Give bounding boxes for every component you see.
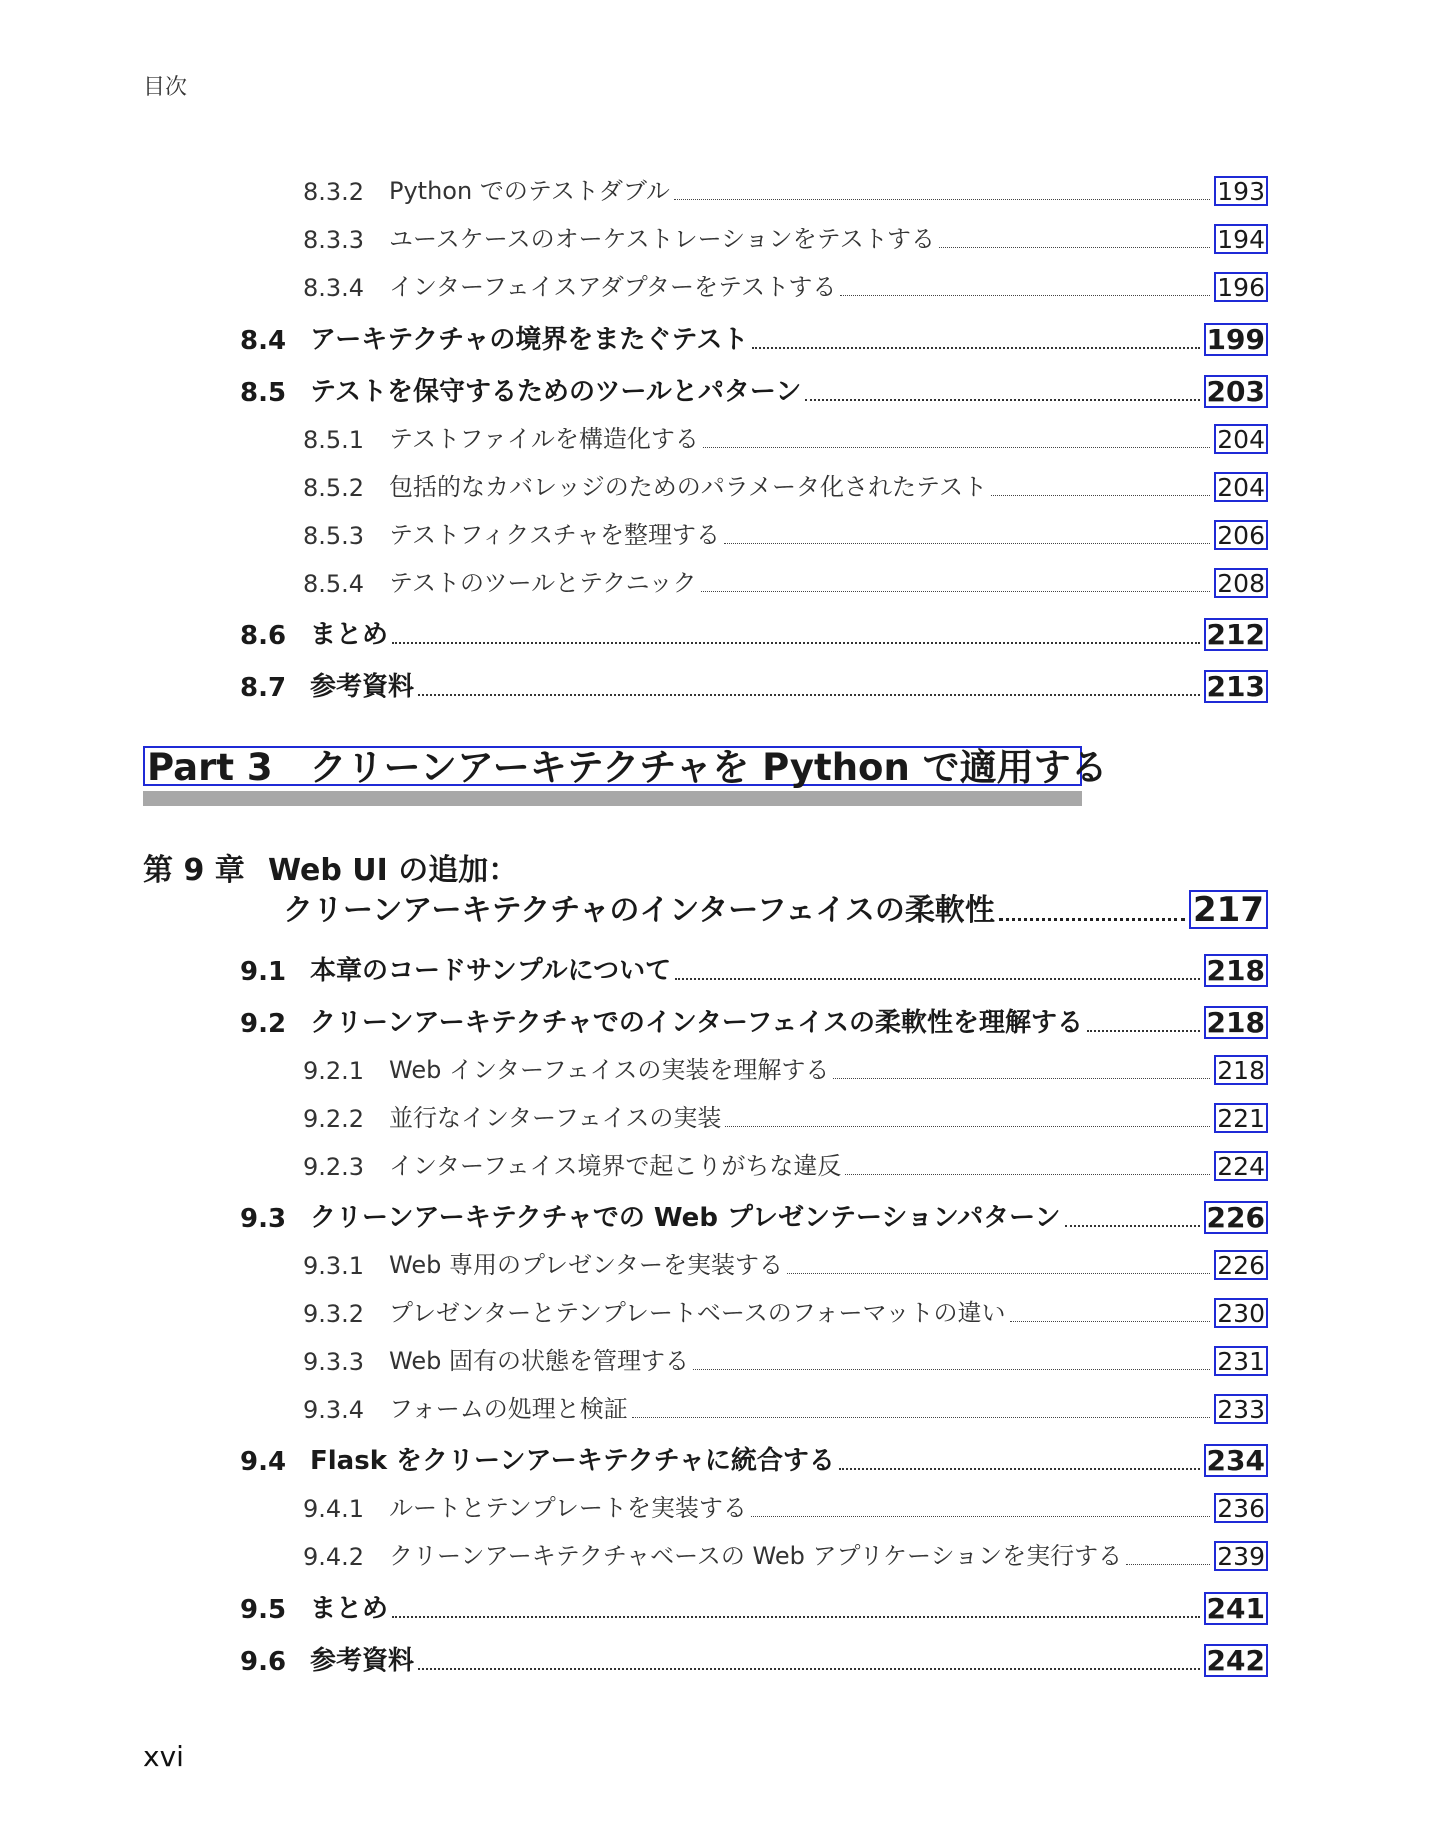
toc-entry-title: インターフェイスアダプターをテストする [389,273,837,301]
toc-entry-number: 9.1 [240,957,287,987]
toc-entry [303,1050,1268,1085]
toc-entry-title: 本章のコードサンプルについて [310,956,672,986]
page-link[interactable]: 193 [1214,176,1268,206]
toc-entry [303,1098,1268,1133]
toc-entry-number: 9.3.2 [303,1300,365,1328]
toc-entry [303,1488,1268,1523]
dot-leader [392,1616,1200,1618]
part-title: Part 3 クリーンアーキテクチャを Python で適用する [147,746,1108,789]
page-link[interactable]: 226 [1214,1250,1268,1280]
toc-entry [303,467,1268,502]
dot-leader [1126,1564,1210,1565]
toc-entry-number: 8.4 [240,326,287,356]
page-link[interactable]: 236 [1214,1493,1268,1523]
page-link[interactable]: 234 [1204,1444,1268,1477]
page-link[interactable]: 208 [1214,568,1268,598]
chapter-heading [143,845,518,889]
dot-leader [752,347,1199,349]
page-link[interactable]: 196 [1214,272,1268,302]
page-link[interactable]: 199 [1204,323,1268,356]
toc-entry-title: インターフェイス境界で起こりがちな違反 [389,1152,842,1180]
toc-entry-number: 8.5.2 [303,474,365,502]
dot-leader [845,1174,1210,1175]
dot-leader [833,1078,1210,1079]
page-link[interactable]: 241 [1204,1592,1268,1625]
page-link[interactable]: 242 [1204,1644,1268,1677]
dot-leader [751,1516,1210,1517]
toc-entry-number: 9.3.4 [303,1396,365,1424]
toc-entry-title: アーキテクチャの境界をまたぐテスト [310,325,749,355]
toc-entry-number: 9.2.1 [303,1057,365,1085]
toc-entry [303,1389,1268,1424]
toc-entry-title: テストフィクスチャを整理する [389,521,720,549]
toc-entry [240,1197,1268,1234]
dot-leader [1087,1030,1200,1032]
dot-leader [674,199,1210,200]
page-link[interactable]: 204 [1214,472,1268,502]
dot-leader [703,447,1210,448]
page-link[interactable]: 224 [1214,1151,1268,1181]
toc-entry [303,171,1268,206]
toc-entry-number: 8.5.1 [303,426,365,454]
toc-entry-title: Flask をクリーンアーキテクチャに統合する [310,1446,835,1476]
page-link[interactable]: 239 [1214,1541,1268,1571]
page-link[interactable]: 218 [1204,1006,1268,1039]
chapter-number: 第 9 章 [143,853,245,888]
toc-entry-title: クリーンアーキテクチャベースの Web アプリケーションを実行する [389,1542,1123,1570]
running-header: 目次 [143,75,188,100]
page-link[interactable]: 218 [1204,954,1268,987]
toc-entry [303,267,1268,302]
toc-entry-title: 並行なインターフェイスの実装 [389,1104,722,1132]
page-link[interactable]: 213 [1204,670,1268,703]
page-link[interactable]: 206 [1214,520,1268,550]
toc-entry-title: フォームの処理と検証 [389,1395,628,1423]
toc-entry [240,666,1268,703]
dot-leader [724,543,1210,544]
toc-entry-title: テストを保守するためのツールとパターン [310,377,802,407]
dot-leader [725,1126,1210,1127]
dot-leader [991,495,1210,496]
toc-entry [303,1245,1268,1280]
toc-entry-number: 8.3.2 [303,178,365,206]
toc-entry-number: 9.3.1 [303,1252,365,1280]
dot-leader [418,1668,1200,1670]
chapter-title-row [283,885,1268,929]
dot-leader [1065,1225,1200,1227]
part-underline-bar [143,791,1082,806]
dot-leader [805,399,1199,401]
dot-leader [999,918,1185,921]
page-link[interactable]: 231 [1214,1346,1268,1376]
chapter-title-line2: クリーンアーキテクチャのインターフェイスの柔軟性 [283,893,995,928]
toc-entry-number: 9.2 [240,1009,287,1039]
page-link[interactable]: 221 [1214,1103,1268,1133]
toc-entry-number: 9.4 [240,1447,287,1477]
dot-leader [939,247,1210,248]
toc-entry-number: 8.6 [240,621,287,651]
toc-entry-number: 9.4.2 [303,1543,365,1571]
dot-leader [701,591,1210,592]
dot-leader [839,1468,1200,1470]
toc-entry-number: 9.3.3 [303,1348,365,1376]
toc-entry [240,950,1268,987]
toc-entry-title: 包括的なカバレッジのためのパラメータ化されたテスト [389,473,988,501]
dot-leader [632,1417,1210,1418]
dot-leader [675,978,1199,980]
toc-entry-title: 参考資料 [310,1646,415,1676]
toc-entry [303,515,1268,550]
page-link[interactable]: 233 [1214,1394,1268,1424]
chapter-title-line1: Web UI の追加： [268,853,519,888]
toc-entry-title: クリーンアーキテクチャでの Web プレゼンテーションパターン [310,1203,1061,1233]
toc-entry-number: 8.5 [240,378,287,408]
toc-entry-title: Web インターフェイスの実装を理解する [389,1056,830,1084]
toc-entry [303,1146,1268,1181]
toc-entry-title: クリーンアーキテクチャでのインターフェイスの柔軟性を理解する [310,1008,1083,1038]
page-link[interactable]: 230 [1214,1298,1268,1328]
toc-entry-title: まとめ [310,1594,389,1624]
page-link[interactable]: 212 [1204,618,1268,651]
part-3-heading-link[interactable] [143,746,1108,789]
dot-leader [1010,1321,1210,1322]
toc-entry [240,614,1268,651]
toc-entry-title: テストのツールとテクニック [389,569,697,597]
toc-entry-title: ルートとテンプレートを実装する [389,1494,747,1522]
toc-entry-title: Web 専用のプレゼンターを実装する [389,1251,784,1279]
toc-entry-number: 8.7 [240,673,287,703]
toc-entry [240,1002,1268,1039]
toc-entry [303,1293,1268,1328]
page-link[interactable]: 194 [1214,224,1268,254]
toc-entry [303,219,1268,254]
page-link[interactable]: 204 [1214,424,1268,454]
toc-entry [240,1640,1268,1677]
toc-entry [303,1536,1268,1571]
toc-entry-number: 9.3 [240,1204,287,1234]
dot-leader [392,642,1200,644]
dot-leader [418,694,1200,696]
toc-entry-title: テストファイルを構造化する [389,425,699,453]
toc-entry-title: Web 固有の状態を管理する [389,1347,689,1375]
toc-entry-title: まとめ [310,620,389,650]
toc-entry-number: 9.4.1 [303,1495,365,1523]
page-link[interactable]: 218 [1214,1055,1268,1085]
toc-entry-number: 9.5 [240,1595,287,1625]
toc-entry [303,563,1268,598]
toc-entry-title: 参考資料 [310,672,415,702]
dot-leader [693,1369,1210,1370]
dot-leader [787,1273,1210,1274]
toc-entry [240,1588,1268,1625]
toc-entry-number: 9.2.2 [303,1105,365,1133]
page-link[interactable]: 226 [1204,1201,1268,1234]
toc-entry-title: ユースケースのオーケストレーションをテストする [389,225,935,253]
toc-entry [240,1440,1268,1477]
toc-entry-title: Python でのテストダブル [389,177,670,205]
page-number: xvi [143,1740,184,1773]
toc-entry [240,319,1268,356]
toc-entry [303,1341,1268,1376]
chapter-page-link[interactable]: 217 [1189,890,1268,929]
toc-entry-number: 8.3.4 [303,274,365,302]
toc-entry-number: 9.6 [240,1647,287,1677]
toc-entry-number: 9.2.3 [303,1153,365,1181]
toc-entry-number: 8.5.4 [303,570,365,598]
page-link[interactable]: 203 [1204,375,1268,408]
toc-entry-title: プレゼンターとテンプレートベースのフォーマットの違い [389,1299,1006,1327]
dot-leader [840,295,1210,296]
toc-entry [240,371,1268,408]
toc-entry [303,419,1268,454]
toc-entry-number: 8.3.3 [303,226,365,254]
toc-entry-number: 8.5.3 [303,522,365,550]
